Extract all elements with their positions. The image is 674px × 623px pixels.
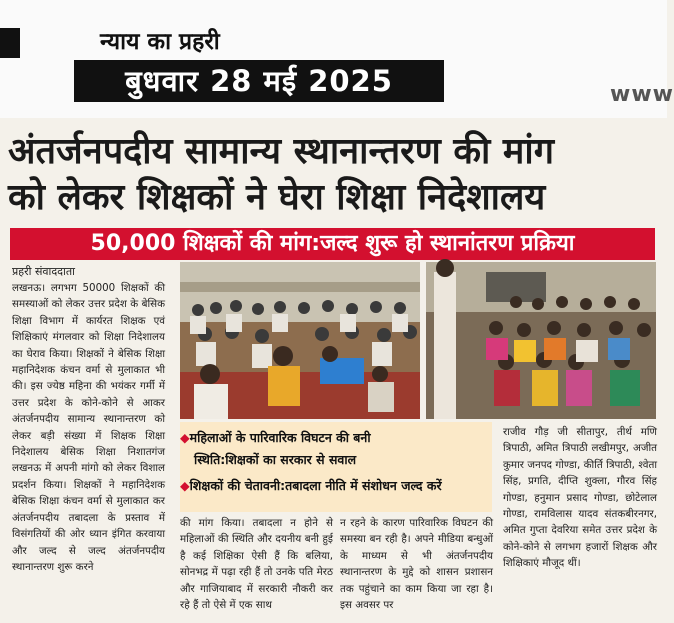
subheadline: 50,000 शिक्षकों की मांग:जल्द शुरू हो स्थानांतरण प्रक्रिया — [10, 228, 655, 260]
article-column-4: राजीव गौड़ जी सीतापुर, तीर्थ मणि त्रिपाठी, अमित त्रिपाठी लखीमपुर, अजीत कुमार जनपद गोण्डा, कीर्ति त्रिपाठी, श्वेता सिंह, प्रगति, दीप्ति शुक्ला, गौरव सिंह गोण्डा, हनुमान प्रसाद गोण्डा, छोटेलाल गोण्डा, रामविलास यादव संतकबीरनगर, अमित गुप्ता देवरिया समेत उत्तर प्रदेश के कोने-कोने से लगभग हजारों शिक्षक और शिक्षिकाएं मौजूद थीं। — [503, 426, 657, 570]
website-fragment: www — [610, 82, 674, 107]
headline-line-2: को लेकर शिक्षकों ने घेरा शिक्षा निदेशालय — [8, 177, 546, 218]
masthead — [0, 0, 674, 118]
paper-name: न्याय का प्रहरी — [100, 29, 220, 55]
highlight-1-text: महिलाओं के पारिवारिक विघटन की बनी — [189, 430, 371, 445]
highlight-1 — [180, 428, 371, 448]
highlight-2 — [180, 476, 442, 496]
masthead-block — [0, 28, 20, 58]
highlight-1-cont: स्थिति:शिक्षकों का सरकार से सवाल — [194, 452, 357, 467]
diamond-icon: ◆ — [180, 430, 190, 445]
diamond-icon: ◆ — [180, 478, 190, 493]
protest-photo-left — [180, 262, 420, 419]
date-banner: बुधवार 28 मई 2025 — [74, 60, 444, 102]
article-column-2: की मांग किया। तबादला न होने से महिलाओं की स्थिति और दयनीय बनी हुई है कई शिक्षिका ऐसी हैं कि बलिया, सोनभद्र में पढ़ा रही हैं तो उनके पति मेरठ और गाजियाबाद में सरकारी नौकरी कर रहे हैं तो ऐसे में एक साथ — [180, 517, 333, 612]
protest-photo-right — [426, 262, 656, 419]
highlights-box — [180, 422, 492, 512]
article-column-1: लखनऊ। लगभग 50000 शिक्षकों की समस्याओं को लेकर उत्तर प्रदेश के बेसिक शिक्षा विभाग में कार्यरत शिक्षक एवं शिक्षिकाएं मंगलवार को शिक्षा निदेशालय का घेराव किया। शिक्षकों ने बेसिक शिक्षा महानिदेशक कंचन वर्मा से मुलाकात भी की। इस ज्येष्ठ महिना की भयंकर गर्मी में उत्तर प्रदेश के कोने-कोने से आकर अंतर्जनपदीय सामान्य स्थानान्तरण को लेकर बड़ी संख्या में शिक्षक शिक्षा निदेशालय बेसिक शिक्षा निशातगंज लखनऊ में अपनी मांगो को लेकर विशाल प्रदर्शन किया। शिक्षकों ने महानिदेशक बेसिक शिक्षा कंचन वर्मा से मुलाकात कर अंतर्जनपदीय तबादला के प्रस्ताव में विसंगतियों की ओर ध्यान इंगित करवाया और जल्द से जल्द अंतर्जनपदीय स्थानान्तरण शुरू करने — [12, 282, 165, 573]
highlight-2-text: शिक्षकों की चेतावनी:तबादला नीति में संशोधन जल्द करें — [189, 478, 442, 493]
byline: प्रहरी संवाददाता — [12, 265, 75, 278]
headline-line-1: अंतर्जनपदीय सामान्य स्थानान्तरण की मांग — [8, 131, 554, 172]
article-column-3: न रहने के कारण पारिवारिक विघटन की समस्या बन रही है। अपने मीडिया बन्धुओं के माध्यम से भी अंतर्जनपदीय स्थानान्तरण के मुद्दे को शासन प्रशासन तक पहुंचाने का काम किया जा रहा है। इस अवसर पर — [340, 517, 493, 612]
